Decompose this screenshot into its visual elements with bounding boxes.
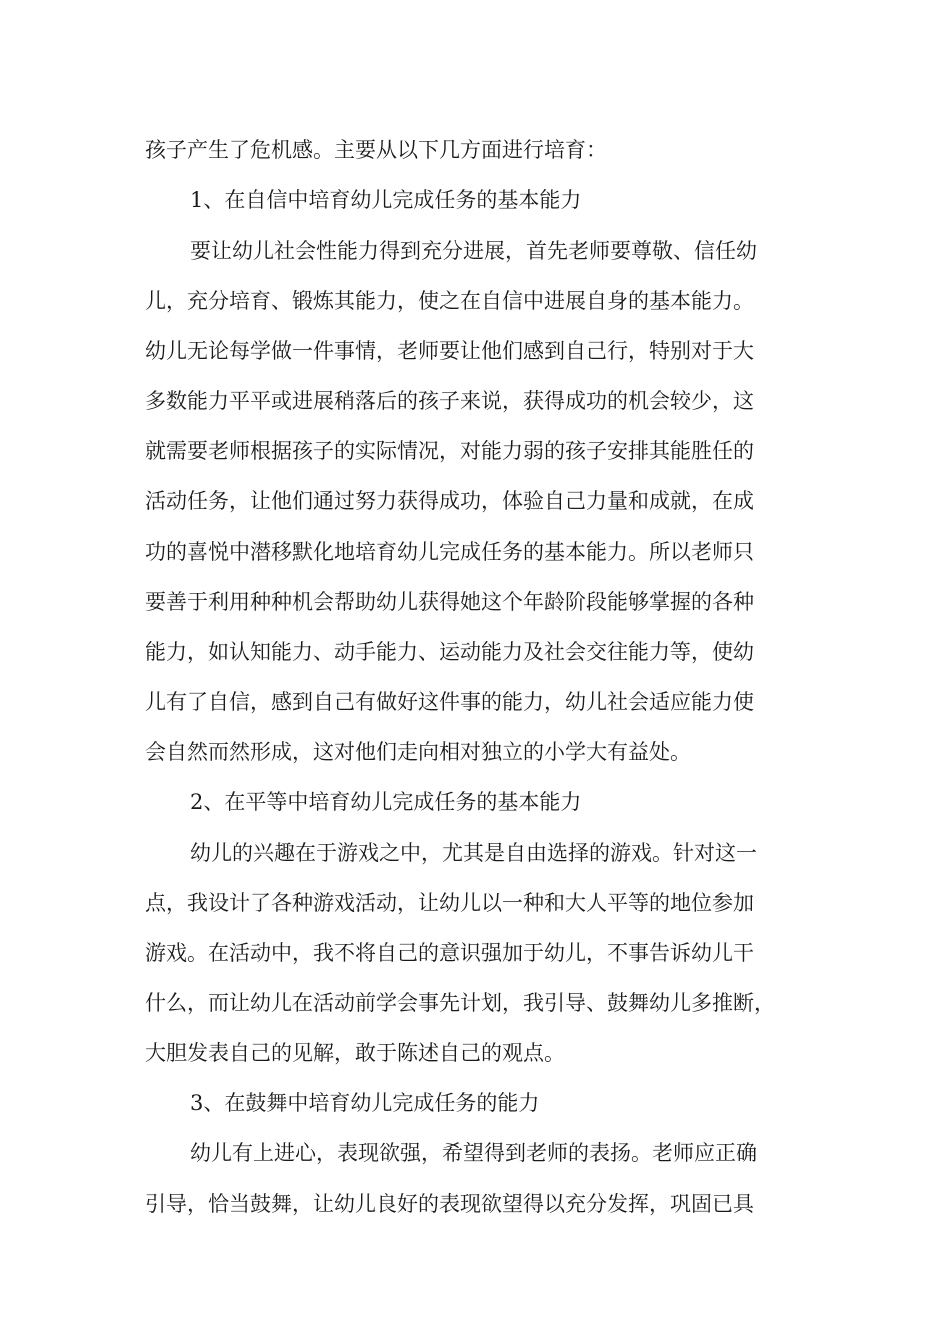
text-line: 功的喜悦中潜移默化地培育幼儿完成任务的基本能力。所以老师只 [145, 540, 754, 564]
section-heading: 1、在自信中培育幼儿完成任务的基本能力 [190, 188, 582, 212]
text-line: 什么，而让幼儿在活动前学会事先计划，我引导、鼓舞幼儿多推断， [145, 991, 775, 1015]
section-heading: 3、在鼓舞中培育幼儿完成任务的能力 [190, 1091, 540, 1115]
text-line: 引导，恰当鼓舞，让幼儿良好的表现欲望得以充分发挥，巩固已具 [145, 1192, 754, 1216]
text-line: 幼儿无论每学做一件事情，老师要让他们感到自己行，特别对于大 [145, 339, 754, 363]
text-line: 多数能力平平或进展稍落后的孩子来说，获得成功的机会较少，这 [145, 389, 754, 413]
text-line: 就需要老师根据孩子的实际情况，对能力弱的孩子安排其能胜任的 [145, 439, 754, 463]
text-line: 幼儿的兴趣在于游戏之中，尤其是自由选择的游戏。针对这一 [190, 841, 757, 865]
text-line: 会自然而然形成，这对他们走向相对独立的小学大有益处。 [145, 740, 691, 764]
text-line: 要善于利用种种机会帮助幼儿获得她这个年龄阶段能够掌握的各种 [145, 590, 754, 614]
section-heading: 2、在平等中培育幼儿完成任务的基本能力 [190, 790, 582, 814]
text-line: 能力，如认知能力、动手能力、运动能力及社会交往能力等，使幼 [145, 640, 754, 664]
text-line: 大胆发表自己的见解，敢于陈述自己的观点。 [145, 1041, 565, 1065]
text-line: 孩子产生了危机感。主要从以下几方面进行培育： [145, 138, 607, 162]
text-line: 活动任务，让他们通过努力获得成功，体验自己力量和成就，在成 [145, 489, 754, 513]
text-line: 儿，充分培育、锻炼其能力，使之在自信中进展自身的基本能力。 [145, 289, 754, 313]
text-line: 儿有了自信，感到自己有做好这件事的能力，幼儿社会适应能力使 [145, 690, 754, 714]
text-line: 幼儿有上进心，表现欲强，希望得到老师的表扬。老师应正确 [190, 1141, 757, 1165]
text-line: 点，我设计了各种游戏活动，让幼儿以一种和大人平等的地位参加 [145, 891, 754, 915]
text-line: 游戏。在活动中，我不将自己的意识强加于幼儿，不事告诉幼儿干 [145, 941, 754, 965]
text-line: 要让幼儿社会性能力得到充分进展，首先老师要尊敬、信任幼 [190, 239, 757, 263]
